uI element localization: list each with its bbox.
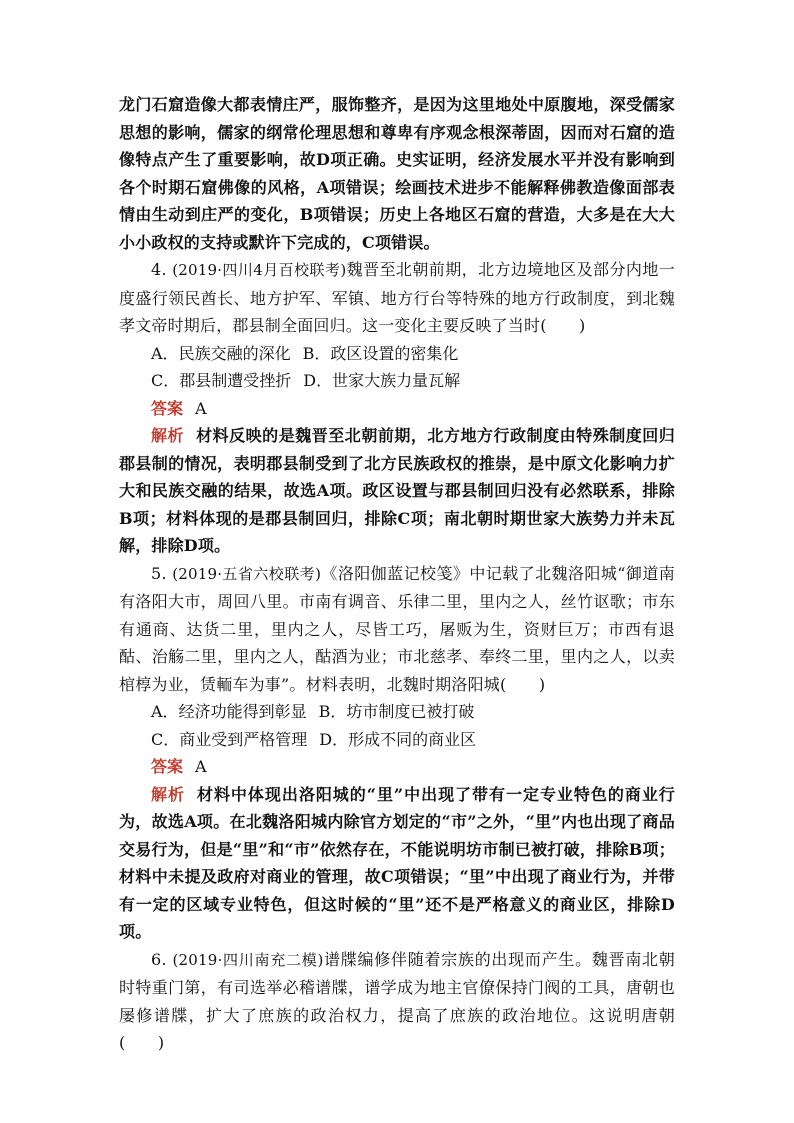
question-5-options-row-2 <box>119 726 675 754</box>
question-5-options-row-1 <box>119 698 675 726</box>
question-5-source: (2019·五省六校联考) <box>172 564 322 583</box>
analysis-label: 解析 <box>151 426 185 445</box>
analysis-text: 材料反映的是魏晋至北朝前期，北方地方行政制度由特殊制度回归郡县制的情况，表明郡县制受到了北方民族政权的推崇，是中原文化影响力扩大和民族交融的结果，故选A项。政区设置与郡县制回归没有必然联系，排除B项；材料体现的是郡县制回归，排除C项；南北朝时期世家大族势力并未瓦解，排除D项。 <box>119 426 675 555</box>
question-4-analysis <box>119 422 675 560</box>
answer-label: 答案 <box>151 398 184 418</box>
continuation-part3: 大多是在大大小小政权的支持或默许下完成的， <box>119 205 676 252</box>
question-4-answer <box>119 395 675 423</box>
option-d-letter: D． <box>303 371 333 390</box>
document-page <box>119 91 675 1057</box>
question-4-options-row-2 <box>119 367 675 395</box>
option-a-text: 民族交融的深化 <box>178 343 291 363</box>
question-5-answer <box>119 753 675 781</box>
question-5-analysis <box>119 781 675 946</box>
option-d-letter: D． <box>319 729 349 749</box>
option-b-text: 政区设置的密集化 <box>330 343 459 363</box>
question-6-text: 谱牒编修伴随着宗族的出现而产生。魏晋南北朝时特重门第，有司选举必稽谱牒，谱学成为地主官僚保持门阀的工具，唐朝也屡修谱牒，扩大了庶族的政治权力，提高了庶族的政治地位。这说明唐朝( ) <box>119 949 675 1052</box>
question-5-number: 5. <box>151 563 167 583</box>
answer-label: 答案 <box>151 757 184 776</box>
question-4-number: 4. <box>151 260 167 279</box>
option-a-text: 经济功能得到彰显 <box>178 702 307 721</box>
prev-analysis-continuation <box>119 91 675 256</box>
continuation-part1: 龙门石窟造像大都表情庄严，服饰整齐，是因为这里地处中原腹地，深受儒家思想的影响，儒家的纲常伦理思想和尊卑有序观念根深蒂固，因而对石窟的造像特点产生了重要影响，故D项正确。 <box>119 95 675 169</box>
question-4-stem <box>119 256 675 340</box>
option-d-text: 形成不同的商业区 <box>348 729 477 749</box>
question-5-stem <box>119 560 675 699</box>
question-6-stem <box>119 946 675 1057</box>
option-c-letter: C． <box>151 371 180 390</box>
question-6-source: (2019·四川南充二模) <box>172 950 324 969</box>
question-4-options-row-1 <box>119 340 675 368</box>
answer-value: A <box>195 757 207 776</box>
question-5-text: 《洛阳伽蓝记校笺》中记载了北魏洛阳城“御道南有洛阳大市，周回八里。市南有调音、乐律二里，里内之人，丝竹讴歌；市东有通商、达货二里，里内之人，尽皆工巧，屠贩为生，资财巨万；市西有退酤、治觞二里，里内之人，酤酒为业；市北慈孝、奉终二里，里内之人，以卖棺椁为业，赁輀车为事”。材料表明，北魏时期洛阳城( ) <box>119 563 675 694</box>
analysis-label: 解析 <box>151 784 185 804</box>
question-6-number: 6. <box>151 949 167 969</box>
analysis-text: 材料中体现出洛阳城的“里”中出现了带有一定专业特色的商业行为，故选A项。在北魏洛阳城内除官方划定的“市”之外，“里”内也出现了商品交易行为，但是“里”和“市”依然存在，不能说明坊市制已被打破，排除B项；材料中未提及政府对商业的管理，故C项错误；“里”中出现了商业行为，并带有一定的区域专业特色，但这时候的“里”还不是严格意义的商业区，排除D项。 <box>119 784 675 941</box>
option-c-text: 郡县制遭受挫折 <box>179 371 292 390</box>
option-a-letter: A． <box>151 343 179 363</box>
option-b-letter: B． <box>318 702 347 721</box>
answer-value: A <box>195 398 207 418</box>
option-a-letter: A． <box>151 702 179 721</box>
option-c-text: 商业受到严格管理 <box>179 729 308 749</box>
question-4-text: 魏晋至北朝前期，北方边境地区及部分内地一度盛行领民酋长、地方护军、军镇、地方行台等特殊的地方行政制度，到北魏孝文帝时期后，郡县制全面回归。这一变化主要反映了当时( ) <box>119 260 675 335</box>
option-c-letter: C． <box>151 729 180 749</box>
continuation-part4: C项错误。 <box>362 232 440 252</box>
option-d-text: 世家大族力量瓦解 <box>332 371 461 390</box>
question-4-source: (2019·四川4月百校联考) <box>172 261 347 279</box>
continuation-part2: 史实证明，经济发展水平并没有影响到各个时期石窟佛像的风格，A项错误；绘画技术进步不能解释佛教造像面部表情由生动到庄严的变化，B项错误；历史上各地区石窟的营造， <box>119 150 675 224</box>
option-b-text: 坊市制度已被打破 <box>346 702 475 721</box>
option-b-letter: B． <box>302 343 331 363</box>
